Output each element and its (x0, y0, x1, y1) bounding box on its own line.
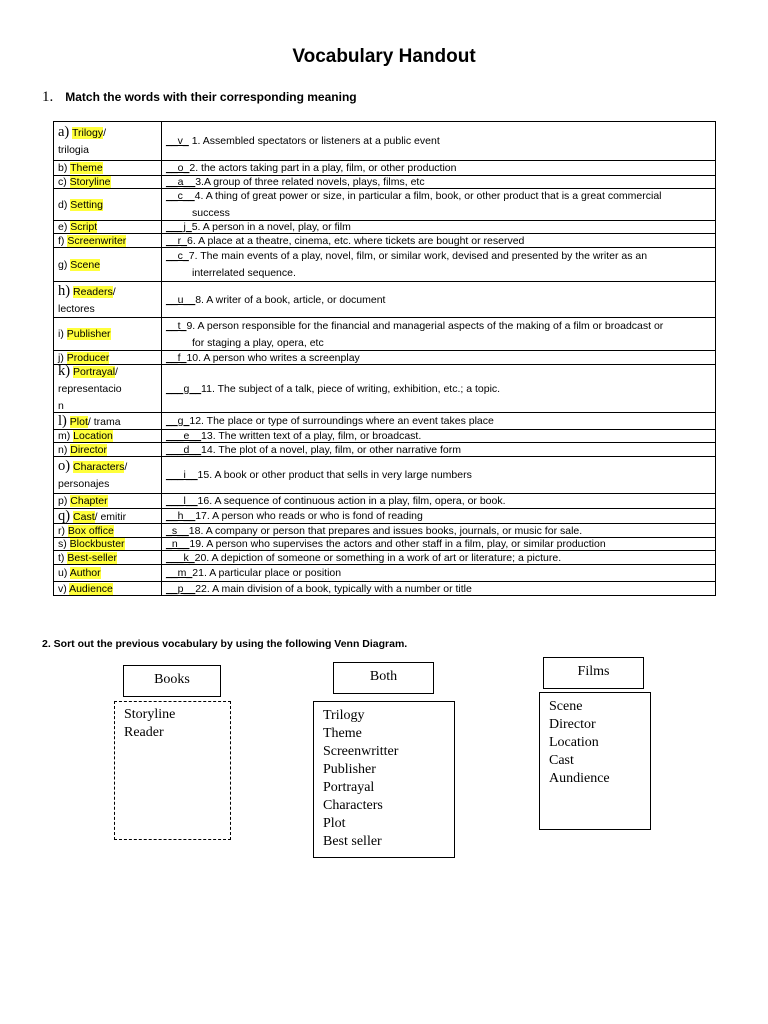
vocab-word: Audience (69, 582, 113, 595)
definition-cell (162, 189, 716, 221)
word-cell (54, 443, 162, 457)
films-item: Director (549, 717, 596, 732)
answer-blank: __c_ (166, 250, 189, 262)
books-box (114, 701, 231, 840)
row-letter: j) (58, 351, 64, 364)
definition-cell (162, 413, 716, 430)
word-cell (54, 248, 162, 282)
vocab-word: Readers (73, 285, 113, 298)
row-letter: h) (58, 282, 71, 299)
vocab-row (54, 582, 716, 596)
vocab-row (54, 457, 716, 494)
word-translation: lectores (58, 302, 95, 315)
row-letter: i) (58, 328, 64, 340)
word-cell (54, 221, 162, 234)
word-cell (54, 189, 162, 221)
answer-blank: __v_ (166, 135, 189, 147)
vocab-row (54, 122, 716, 161)
definition-text: 17. A person who reads or who is fond of reading (195, 510, 423, 522)
definition-text: 11. The subject of a talk, piece of writing, exhibition, etc.; a topic. (201, 382, 501, 395)
word-cell (54, 430, 162, 443)
question-1-text: Match the words with their corresponding meaning (65, 90, 357, 104)
word-cell (54, 457, 162, 494)
definition-text: 4. A thing of great power or size, in particular a film, book, or other product that is a great commercial (194, 190, 662, 202)
vocab-word: Author (69, 567, 101, 579)
word-cell (54, 538, 162, 551)
vocab-row (54, 413, 716, 430)
definition-text: 14. The plot of a novel, play, film, or other narrative form (201, 443, 461, 456)
vocab-word: Location (73, 430, 113, 442)
row-letter: v) (58, 582, 67, 595)
vocab-row (54, 443, 716, 457)
vocab-word: Plot (69, 415, 88, 428)
vocabulary-table (53, 121, 716, 596)
word-suffix: / emitir (94, 510, 127, 523)
word-suffix: / (103, 127, 107, 139)
row-letter: s) (58, 538, 67, 550)
row-letter: t) (58, 551, 65, 564)
definition-cell (162, 457, 716, 494)
definition-cell (162, 282, 716, 318)
vocab-row (54, 176, 716, 189)
word-suffix: / (124, 461, 128, 473)
films-item: Location (549, 735, 599, 750)
row-letter: q) (58, 507, 71, 524)
vocab-word: Publisher (66, 328, 111, 340)
vocab-word: Box office (67, 524, 114, 537)
definition-cell (162, 122, 716, 161)
vocab-row (54, 524, 716, 538)
answer-blank: __m_ (166, 567, 193, 579)
both-item: Trilogy (323, 708, 365, 723)
vocab-word: Chapter (70, 495, 108, 507)
word-suffix: / (112, 285, 116, 298)
vocab-row (54, 551, 716, 565)
vocab-word: Storyline (69, 176, 111, 188)
definition-text: 15. A book or other product that sells in very large numbers (197, 469, 472, 481)
answer-blank: ___l__ (166, 495, 198, 507)
row-letter: g) (58, 258, 68, 271)
row-letter: u) (58, 567, 68, 579)
definition-text: 13. The written text of a play, film, or broadcast. (201, 430, 422, 442)
word-cell (54, 282, 162, 318)
books-item: Storyline (124, 707, 176, 722)
vocab-row (54, 221, 716, 234)
vocab-word: Cast (73, 510, 95, 523)
vocab-row (54, 509, 716, 524)
word-translation: representacio (58, 383, 122, 395)
definition-cell (162, 351, 716, 365)
vocab-row (54, 565, 716, 582)
word-cell (54, 176, 162, 189)
both-item: Plot (323, 816, 346, 831)
answer-blank: ___g__ (166, 382, 202, 395)
definition-cell (162, 551, 716, 565)
definition-text: 18. A company or person that prepares and issues books, journals, or music for sale. (188, 524, 583, 537)
row-letter: r) (58, 524, 65, 537)
question-1-heading (42, 89, 357, 106)
answer-blank: __o_ (166, 162, 190, 174)
row-letter: c) (58, 176, 67, 188)
definition-text: 22. A main division of a book, typically with a number or title (195, 582, 472, 595)
definition-cell (162, 248, 716, 282)
definition-text-cont: for staging a play, opera, etc (192, 336, 324, 349)
definition-text: 1. Assembled spectators or listeners at a public event (188, 135, 440, 147)
definition-cell (162, 443, 716, 457)
answer-blank: _s__ (166, 524, 189, 537)
row-letter: o) (58, 458, 71, 474)
both-item: Portrayal (323, 780, 375, 795)
definition-text: 19. A person who supervises the actors and other staff in a film, play, or similar production (189, 538, 606, 550)
vocab-row (54, 351, 716, 365)
answer-blank: ___k_ (166, 551, 195, 564)
vocab-word: Best-seller (67, 551, 117, 564)
definition-text: 6. A place at a theatre, cinema, etc. where tickets are bought or reserved (187, 234, 525, 247)
vocab-word: Theme (70, 162, 103, 174)
both-header: Both (333, 662, 434, 694)
word-cell (54, 494, 162, 509)
definition-text-cont: interrelated sequence. (192, 267, 296, 279)
vocab-word: Blockbuster (69, 538, 125, 550)
question-2-heading: 2. Sort out the previous vocabulary by using the following Venn Diagram. (42, 638, 408, 650)
vocab-word: Trilogy (72, 127, 104, 139)
answer-blank: __p__ (166, 582, 196, 595)
answer-blank: ___i__ (166, 469, 198, 481)
vocab-row (54, 248, 716, 282)
vocab-word: Director (70, 443, 108, 456)
answer-blank: ___j_ (166, 221, 192, 233)
row-letter: p) (58, 495, 68, 507)
row-letter: k) (58, 363, 71, 379)
word-cell (54, 509, 162, 524)
word-cell (54, 234, 162, 248)
word-suffix: / (115, 366, 118, 378)
question-1-number: 1. (42, 89, 54, 105)
word-cell (54, 413, 162, 430)
definition-cell (162, 176, 716, 189)
vocab-row (54, 365, 716, 413)
word-translation-cont: n (58, 400, 64, 412)
vocab-row (54, 234, 716, 248)
definition-text: 5. A person in a novel, play, or film (191, 221, 351, 233)
definition-text: 8. A writer of a book, article, or document (195, 293, 386, 306)
both-item: Theme (323, 726, 362, 741)
answer-blank: __g_ (166, 415, 190, 427)
definition-cell (162, 234, 716, 248)
definition-cell (162, 494, 716, 509)
answer-blank: __u__ (166, 293, 196, 306)
vocab-row (54, 189, 716, 221)
answer-blank: __c__ (166, 190, 195, 202)
answer-blank: __a__ (166, 176, 196, 188)
vocab-word: Portrayal (73, 366, 116, 378)
definition-text: 20. A depiction of someone or something in a work of art or literature; a picture. (194, 551, 562, 564)
answer-blank: _n__ (166, 538, 190, 550)
answer-blank: __r_ (166, 234, 188, 247)
row-letter: b) (58, 162, 68, 174)
word-cell (54, 565, 162, 582)
films-item: Scene (549, 699, 583, 714)
word-suffix: / trama (87, 415, 121, 428)
row-letter: m) (58, 430, 71, 442)
definition-text: 12. The place or type of surroundings where an event takes place (189, 415, 494, 427)
both-item: Characters (323, 798, 383, 813)
answer-blank: ___d__ (166, 443, 202, 456)
definition-cell (162, 524, 716, 538)
definition-cell (162, 318, 716, 351)
definition-text-cont: success (192, 207, 230, 219)
word-cell (54, 551, 162, 565)
definition-cell (162, 430, 716, 443)
definition-cell (162, 565, 716, 582)
vocab-row (54, 161, 716, 176)
word-cell (54, 524, 162, 538)
vocab-word: Producer (66, 351, 110, 364)
definition-text: 3.A group of three related novels, plays, films, etc (195, 176, 425, 188)
row-letter: l) (58, 412, 67, 429)
definition-text: 9. A person responsible for the financial and managerial aspects of the making of a film or broadcast or (186, 319, 664, 332)
definition-text: 2. the actors taking part in a play, film, or other production (189, 162, 457, 174)
both-item: Publisher (323, 762, 376, 777)
vocab-row (54, 282, 716, 318)
films-header: Films (543, 657, 644, 689)
answer-blank: __f_ (166, 351, 187, 364)
vocab-word: Script (70, 221, 98, 233)
vocab-word: Characters (73, 461, 125, 473)
definition-text: 10. A person who writes a screenplay (186, 351, 360, 364)
page-title: Vocabulary Handout (292, 46, 476, 67)
answer-blank: __h__ (166, 510, 196, 522)
answer-blank: ___e__ (166, 430, 202, 442)
definition-cell (162, 582, 716, 596)
word-translation: personajes (58, 478, 110, 490)
word-cell (54, 318, 162, 351)
definition-cell (162, 161, 716, 176)
vocab-word: Scene (70, 258, 101, 271)
word-cell (54, 122, 162, 161)
vocab-row (54, 430, 716, 443)
books-item: Reader (124, 725, 164, 740)
vocab-row (54, 538, 716, 551)
vocab-word: Setting (70, 198, 103, 211)
vocab-row (54, 494, 716, 509)
word-cell (54, 365, 162, 413)
word-translation: trilogia (58, 144, 89, 156)
both-box (313, 701, 455, 858)
row-letter: a) (58, 124, 70, 140)
row-letter: n) (58, 443, 68, 456)
row-letter: f) (58, 234, 65, 247)
definition-cell (162, 221, 716, 234)
definition-cell (162, 365, 716, 413)
films-item: Aundience (549, 771, 610, 786)
films-item: Cast (549, 753, 574, 768)
row-letter: e) (58, 221, 68, 233)
films-box (539, 692, 651, 830)
word-cell (54, 161, 162, 176)
definition-text: 7. The main events of a play, novel, film, or similar work, devised and presented by the writer as an (188, 250, 648, 262)
definition-text: 16. A sequence of continuous action in a play, film, opera, or book. (197, 495, 506, 507)
definition-cell (162, 509, 716, 524)
row-letter: d) (58, 198, 68, 211)
answer-blank: __t_ (166, 319, 187, 332)
word-cell (54, 582, 162, 596)
both-item: Best seller (323, 834, 382, 849)
vocab-row (54, 318, 716, 351)
books-header: Books (123, 665, 221, 697)
definition-cell (162, 538, 716, 551)
definition-text: 21. A particular place or position (192, 567, 342, 579)
vocab-word: Screenwriter (67, 234, 127, 247)
both-item: Screenwritter (323, 744, 399, 759)
